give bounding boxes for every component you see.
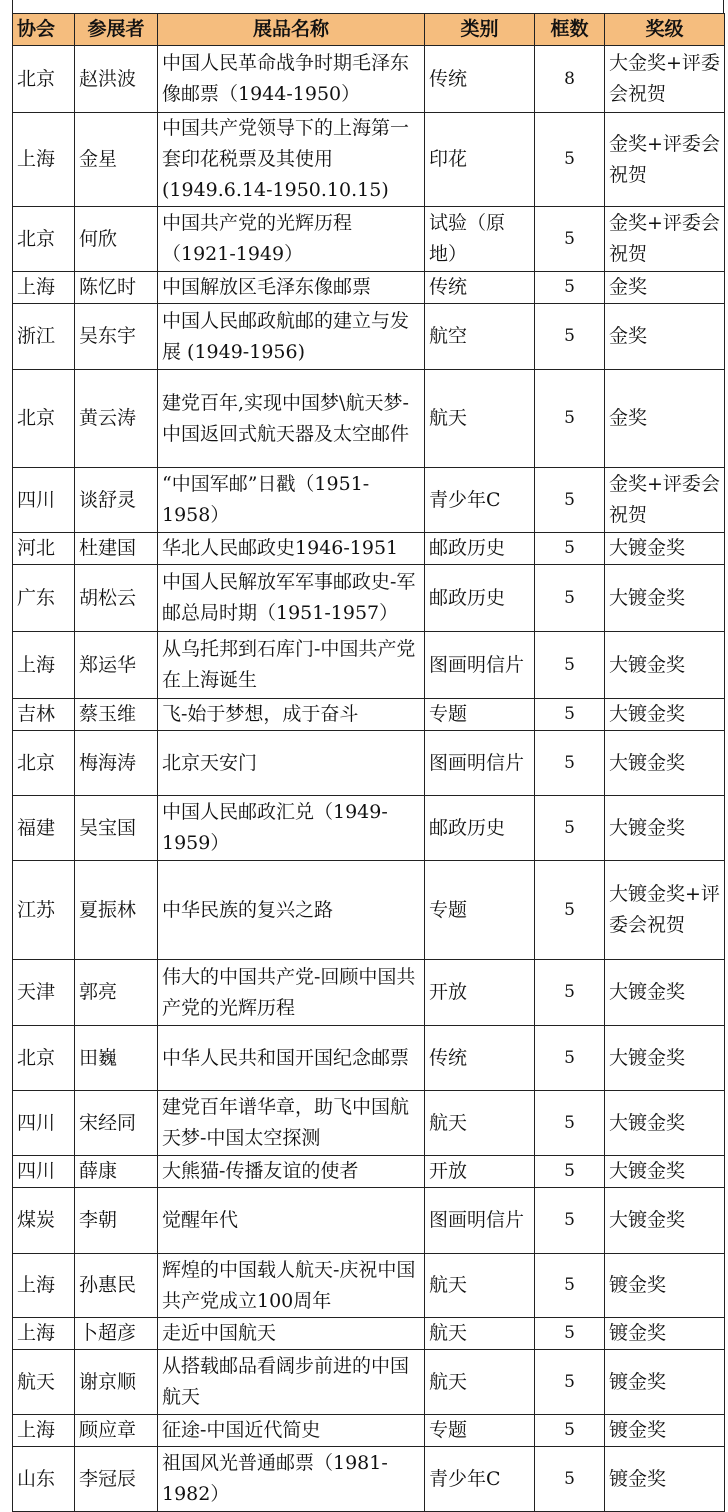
cell-frames: 5	[535, 1350, 605, 1415]
cell-exhibit-name: 中国解放区毛泽东像邮票	[158, 272, 425, 304]
header-row	[13, 14, 725, 46]
cell-exhibit-name: 北京天安门	[158, 731, 425, 796]
cell-association: 广东	[13, 565, 75, 632]
cell-frames: 5	[535, 1026, 605, 1091]
cell-exhibitor: 孙惠民	[75, 1254, 158, 1318]
table-row	[13, 731, 725, 796]
cell-association: 上海	[13, 113, 75, 207]
cell-association: 四川	[13, 1156, 75, 1188]
cell-award: 镀金奖	[605, 1254, 725, 1318]
cell-exhibit-name: 从乌托邦到石库门-中国共产党在上海诞生	[158, 632, 425, 699]
cell-award: 大金奖+评委会祝贺	[605, 46, 725, 113]
cell-association: 上海	[13, 1318, 75, 1350]
cell-frames: 5	[535, 699, 605, 731]
cell-exhibitor: 杜建国	[75, 533, 158, 565]
cell-award: 大镀金奖	[605, 533, 725, 565]
table-row	[13, 1447, 725, 1512]
cell-association: 上海	[13, 1254, 75, 1318]
cell-exhibit-name: 走近中国航天	[158, 1318, 425, 1350]
cell-category: 试验（原地）	[425, 207, 535, 272]
cell-exhibitor: 薛康	[75, 1156, 158, 1188]
table-row	[13, 207, 725, 272]
cell-category: 开放	[425, 960, 535, 1026]
table-row	[13, 960, 725, 1026]
cell-category: 邮政历史	[425, 565, 535, 632]
cell-association: 河北	[13, 533, 75, 565]
cell-frames: 5	[535, 113, 605, 207]
cell-award: 金奖	[605, 272, 725, 304]
cell-association: 福建	[13, 796, 75, 861]
cell-award: 金奖+评委会祝贺	[605, 207, 725, 272]
cell-exhibitor: 郑运华	[75, 632, 158, 699]
cell-association: 江苏	[13, 861, 75, 960]
table-row	[13, 46, 725, 113]
cell-award: 大镀金奖	[605, 1188, 725, 1254]
cell-frames: 5	[535, 731, 605, 796]
cell-exhibitor: 田巍	[75, 1026, 158, 1091]
cell-frames: 5	[535, 533, 605, 565]
cell-exhibitor: 吴东宇	[75, 304, 158, 370]
cell-category: 印花	[425, 113, 535, 207]
cell-exhibitor: 李朝	[75, 1188, 158, 1254]
table-row	[13, 699, 725, 731]
cell-frames: 5	[535, 960, 605, 1026]
cell-association: 山东	[13, 1447, 75, 1512]
cell-category: 图画明信片	[425, 731, 535, 796]
cell-exhibitor: 卜超彦	[75, 1318, 158, 1350]
table-row	[13, 533, 725, 565]
cell-association: 北京	[13, 46, 75, 113]
cell-category: 专题	[425, 1415, 535, 1447]
table-row	[13, 1188, 725, 1254]
header-association: 协会	[13, 14, 75, 46]
cell-category: 航空	[425, 304, 535, 370]
table-row	[13, 1254, 725, 1318]
cell-frames: 5	[535, 1254, 605, 1318]
cell-exhibit-name: 中国人民革命战争时期毛泽东像邮票（1944-1950）	[158, 46, 425, 113]
cell-frames: 8	[535, 46, 605, 113]
table-body	[13, 46, 725, 1512]
header-frames: 框数	[535, 14, 605, 46]
header-category: 类别	[425, 14, 535, 46]
cell-category: 航天	[425, 1350, 535, 1415]
cell-award: 镀金奖	[605, 1350, 725, 1415]
cell-award: 大镀金奖+评委会祝贺	[605, 861, 725, 960]
cell-exhibit-name: 建党百年,实现中国梦\航天梦-中国返回式航天器及太空邮件	[158, 370, 425, 468]
cell-award: 大镀金奖	[605, 699, 725, 731]
cell-frames: 5	[535, 796, 605, 861]
cell-exhibit-name: 从搭载邮品看阔步前进的中国航天	[158, 1350, 425, 1415]
cell-frames: 5	[535, 1447, 605, 1512]
cell-exhibitor: 郭亮	[75, 960, 158, 1026]
cell-exhibit-name: 飞-始于梦想，成于奋斗	[158, 699, 425, 731]
table-row	[13, 796, 725, 861]
cell-exhibit-name: 建党百年谱华章，助飞中国航天梦-中国太空探测	[158, 1091, 425, 1156]
cell-category: 邮政历史	[425, 533, 535, 565]
cell-association: 浙江	[13, 304, 75, 370]
cell-frames: 5	[535, 304, 605, 370]
cell-frames: 5	[535, 468, 605, 533]
cell-association: 北京	[13, 370, 75, 468]
cell-exhibitor: 金星	[75, 113, 158, 207]
table-row	[13, 272, 725, 304]
cell-exhibitor: 谢京顺	[75, 1350, 158, 1415]
cell-category: 航天	[425, 370, 535, 468]
cell-category: 航天	[425, 1091, 535, 1156]
cell-award: 金奖+评委会祝贺	[605, 468, 725, 533]
cell-award: 镀金奖	[605, 1415, 725, 1447]
cell-award: 大镀金奖	[605, 1026, 725, 1091]
cell-award: 镀金奖	[605, 1318, 725, 1350]
cell-frames: 5	[535, 207, 605, 272]
cell-exhibit-name: 大熊猫-传播友谊的使者	[158, 1156, 425, 1188]
awards-table	[12, 13, 725, 1512]
cell-category: 图画明信片	[425, 632, 535, 699]
cell-exhibitor: 黄云涛	[75, 370, 158, 468]
cell-category: 开放	[425, 1156, 535, 1188]
cell-frames: 5	[535, 1318, 605, 1350]
cell-award: 大镀金奖	[605, 731, 725, 796]
table-row	[13, 1318, 725, 1350]
cell-exhibitor: 蔡玉维	[75, 699, 158, 731]
cell-exhibit-name: 中国共产党的光辉历程（1921-1949）	[158, 207, 425, 272]
cell-category: 专题	[425, 861, 535, 960]
cell-award: 金奖	[605, 304, 725, 370]
cell-association: 天津	[13, 960, 75, 1026]
cell-association: 上海	[13, 632, 75, 699]
cell-association: 北京	[13, 207, 75, 272]
cell-exhibit-name: 中华人民共和国开国纪念邮票	[158, 1026, 425, 1091]
cell-award: 大镀金奖	[605, 565, 725, 632]
cell-exhibitor: 夏振林	[75, 861, 158, 960]
table-row	[13, 861, 725, 960]
cell-award: 大镀金奖	[605, 796, 725, 861]
cell-frames: 5	[535, 1091, 605, 1156]
cell-exhibitor: 吴宝国	[75, 796, 158, 861]
cell-award: 大镀金奖	[605, 632, 725, 699]
cell-exhibit-name: 征途-中国近代简史	[158, 1415, 425, 1447]
header-award: 奖级	[605, 14, 725, 46]
cell-frames: 5	[535, 632, 605, 699]
cell-association: 北京	[13, 731, 75, 796]
table-row	[13, 632, 725, 699]
table-top-edge	[12, 0, 724, 13]
cell-award: 金奖	[605, 370, 725, 468]
cell-exhibit-name: 中国人民解放军军事邮政史-军邮总局时期（1951-1957）	[158, 565, 425, 632]
cell-category: 图画明信片	[425, 1188, 535, 1254]
cell-association: 四川	[13, 1091, 75, 1156]
cell-frames: 5	[535, 1156, 605, 1188]
cell-category: 专题	[425, 699, 535, 731]
table-row	[13, 1415, 725, 1447]
cell-frames: 5	[535, 861, 605, 960]
cell-category: 航天	[425, 1254, 535, 1318]
cell-exhibitor: 顾应章	[75, 1415, 158, 1447]
cell-award: 金奖+评委会祝贺	[605, 113, 725, 207]
cell-association: 四川	[13, 468, 75, 533]
table-row	[13, 468, 725, 533]
cell-frames: 5	[535, 1188, 605, 1254]
cell-frames: 5	[535, 1415, 605, 1447]
cell-exhibitor: 赵洪波	[75, 46, 158, 113]
cell-award: 大镀金奖	[605, 1091, 725, 1156]
cell-category: 传统	[425, 1026, 535, 1091]
cell-exhibitor: 陈忆时	[75, 272, 158, 304]
table-row	[13, 370, 725, 468]
cell-exhibit-name: 觉醒年代	[158, 1188, 425, 1254]
cell-association: 煤炭	[13, 1188, 75, 1254]
cell-exhibit-name: 祖国风光普通邮票（1981-1982）	[158, 1447, 425, 1512]
cell-exhibit-name: 中国共产党领导下的上海第一套印花税票及其使用(1949.6.14-1950.10.15)	[158, 113, 425, 207]
cell-exhibit-name: 伟大的中国共产党-回顾中国共产党的光辉历程	[158, 960, 425, 1026]
cell-exhibitor: 谈舒灵	[75, 468, 158, 533]
cell-frames: 5	[535, 370, 605, 468]
table-row	[13, 565, 725, 632]
cell-exhibitor: 何欣	[75, 207, 158, 272]
table-row	[13, 113, 725, 207]
cell-category: 青少年C	[425, 468, 535, 533]
cell-category: 航天	[425, 1318, 535, 1350]
header-exhibit-name: 展品名称	[158, 14, 425, 46]
cell-frames: 5	[535, 272, 605, 304]
cell-association: 上海	[13, 1415, 75, 1447]
cell-award: 大镀金奖	[605, 960, 725, 1026]
cell-exhibit-name: “中国军邮”日戳（1951-1958）	[158, 468, 425, 533]
table-row	[13, 1091, 725, 1156]
cell-frames: 5	[535, 565, 605, 632]
table-row	[13, 1026, 725, 1091]
cell-exhibitor: 梅海涛	[75, 731, 158, 796]
cell-exhibit-name: 中国人民邮政航邮的建立与发展 (1949-1956)	[158, 304, 425, 370]
cell-exhibit-name: 华北人民邮政史1946-1951	[158, 533, 425, 565]
cell-association: 航天	[13, 1350, 75, 1415]
cell-category: 青少年C	[425, 1447, 535, 1512]
cell-exhibitor: 宋经同	[75, 1091, 158, 1156]
table-row	[13, 304, 725, 370]
cell-exhibit-name: 中国人民邮政汇兑（1949-1959）	[158, 796, 425, 861]
header-exhibitor: 参展者	[75, 14, 158, 46]
cell-category: 邮政历史	[425, 796, 535, 861]
cell-exhibit-name: 辉煌的中国载人航天-庆祝中国共产党成立100周年	[158, 1254, 425, 1318]
table-header	[13, 14, 725, 46]
cell-association: 北京	[13, 1026, 75, 1091]
cell-exhibit-name: 中华民族的复兴之路	[158, 861, 425, 960]
cell-category: 传统	[425, 272, 535, 304]
cell-exhibitor: 李冠辰	[75, 1447, 158, 1512]
cell-association: 吉林	[13, 699, 75, 731]
cell-category: 传统	[425, 46, 535, 113]
cell-association: 上海	[13, 272, 75, 304]
table-row	[13, 1156, 725, 1188]
cell-award: 镀金奖	[605, 1447, 725, 1512]
cell-exhibitor: 胡松云	[75, 565, 158, 632]
table-row	[13, 1350, 725, 1415]
cell-award: 大镀金奖	[605, 1156, 725, 1188]
